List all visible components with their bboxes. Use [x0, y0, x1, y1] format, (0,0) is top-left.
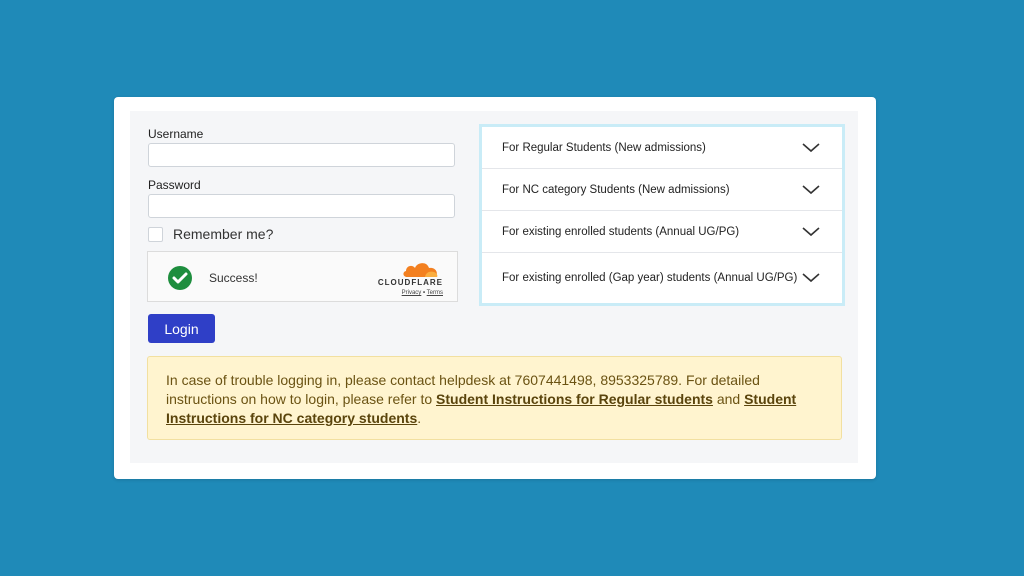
alert-text-2: and	[712, 391, 745, 407]
captcha-links	[402, 290, 443, 296]
cloudflare-captcha-widget	[147, 251, 458, 302]
alert-text-1: In case of trouble logging in, please contact helpdesk at 7607441498, 8953325789. For detailed instructions on how to login, please refer to	[166, 372, 760, 407]
alert-text-3: .	[417, 410, 422, 426]
cloudflare-logo	[361, 260, 443, 296]
login-button[interactable]: Login	[148, 314, 215, 343]
link-separator: •	[422, 290, 426, 296]
student-type-accordion	[479, 124, 845, 306]
password-label: Password	[148, 178, 201, 192]
chevron-down-icon	[802, 227, 820, 237]
accordion-item-nc[interactable]	[482, 169, 842, 211]
accordion-item-regular[interactable]	[482, 127, 842, 169]
accordion-item-label: For NC category Students (New admissions)	[502, 183, 730, 196]
chevron-down-icon	[802, 185, 820, 195]
terms-link[interactable]: Terms	[426, 290, 443, 296]
success-check-icon	[165, 265, 195, 291]
accordion-item-gap-year[interactable]	[482, 253, 842, 303]
cloudflare-brand: CLOUDFLARE	[377, 278, 443, 287]
captcha-status: Success!	[209, 271, 258, 285]
remember-me-label[interactable]: Remember me?	[173, 226, 274, 242]
accordion-item-label: For existing enrolled students (Annual UG/PG)	[502, 225, 740, 238]
remember-me-checkbox[interactable]	[148, 227, 163, 242]
accordion-item-label: For existing enrolled (Gap year) students (Annual UG/PG)	[502, 272, 798, 284]
nc-instructions-link[interactable]: Student Instructions for NC category students	[166, 391, 797, 426]
username-label: Username	[148, 127, 204, 141]
accordion-item-existing[interactable]	[482, 211, 842, 253]
username-input[interactable]	[148, 143, 455, 167]
password-input[interactable]	[148, 194, 455, 218]
privacy-link[interactable]: Privacy	[401, 290, 422, 296]
helpdesk-alert	[147, 356, 842, 440]
chevron-down-icon	[802, 143, 820, 153]
cloud-icon	[401, 260, 441, 278]
regular-instructions-link[interactable]: Student Instructions for Regular students	[436, 391, 713, 407]
accordion-item-label: For Regular Students (New admissions)	[502, 141, 706, 154]
chevron-down-icon	[802, 273, 820, 283]
